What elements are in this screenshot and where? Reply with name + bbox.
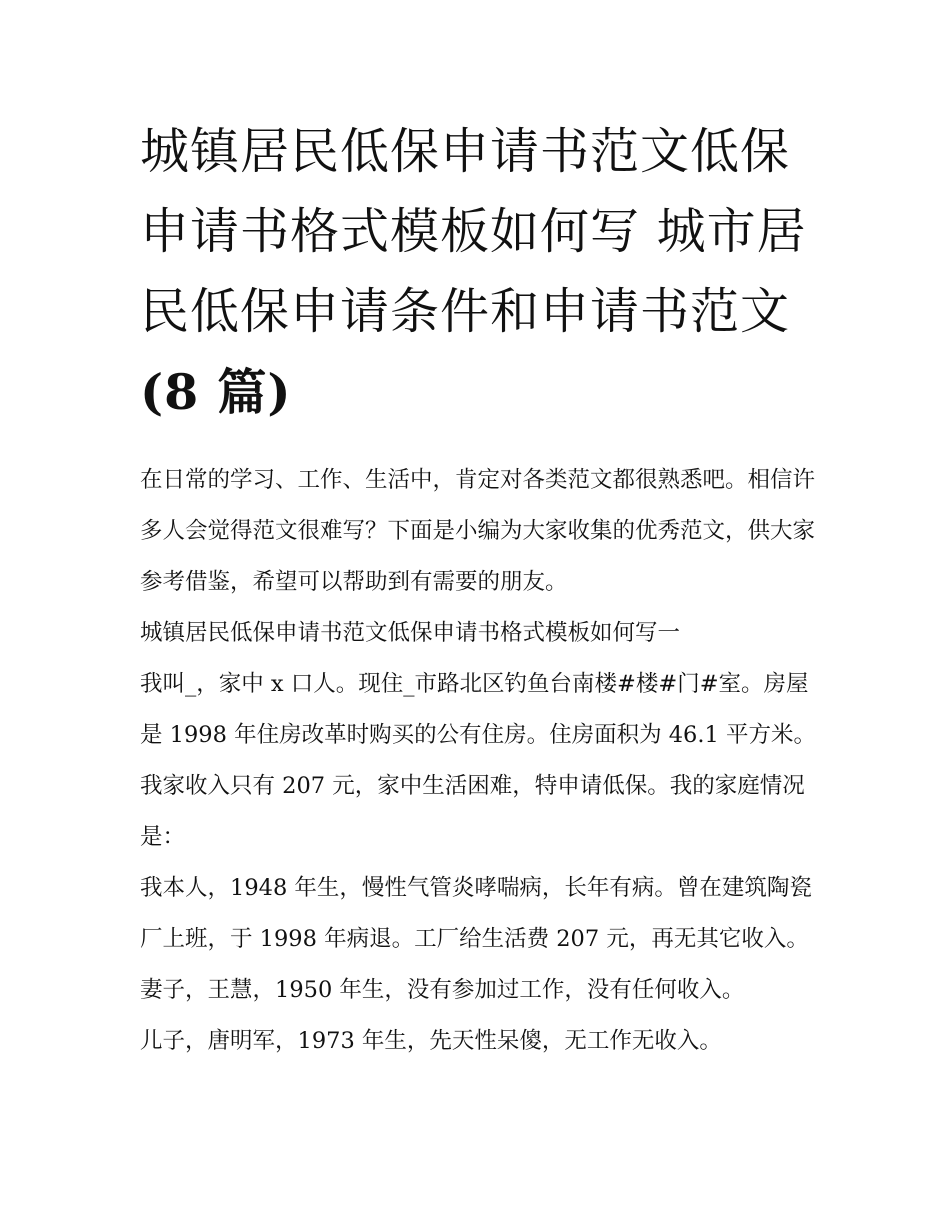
- paragraph-section-heading: 城镇居民低保申请书范文低保申请书格式模板如何写一: [140, 620, 681, 646]
- document-title-main: 城镇居民低保申请书范文低保申请书格式模板如何写 城市居民低保申请条件和申请书范文: [140, 123, 807, 340]
- document-page: [140, 112, 820, 1067]
- document-title: [140, 112, 820, 433]
- paragraph-wife: 妻子，王慧，1950 年生，没有参加过工作，没有任何收入。: [140, 977, 745, 1003]
- paragraph-applicant-info: 我叫_，家中 x 口人。现住_市路北区钓鱼台南楼#楼#门#室。房屋是 1998 年住房改革时购买的公有住房。住房面积为 46.1 平方米。我家收入只有 207 元，家中生活困难，特申请低保。我的家庭情况是：: [140, 671, 816, 850]
- paragraph-self: 我本人，1948 年生，慢性气管炎哮喘病，长年有病。曾在建筑陶瓷厂上班，于 1998 年病退。工厂给生活费 207 元，再无其它收入。: [140, 875, 812, 952]
- paragraph-son: 儿子，唐明军，1973 年生，先天性呆傻，无工作无收入。: [140, 1028, 722, 1054]
- document-title-count: (8 篇): [140, 363, 292, 421]
- paragraph-intro: 在日常的学习、工作、生活中，肯定对各类范文都很熟悉吧。相信许多人会觉得范文很难写？下面是小编为大家收集的优秀范文，供大家参考借鉴，希望可以帮助到有需要的朋友。: [140, 467, 816, 595]
